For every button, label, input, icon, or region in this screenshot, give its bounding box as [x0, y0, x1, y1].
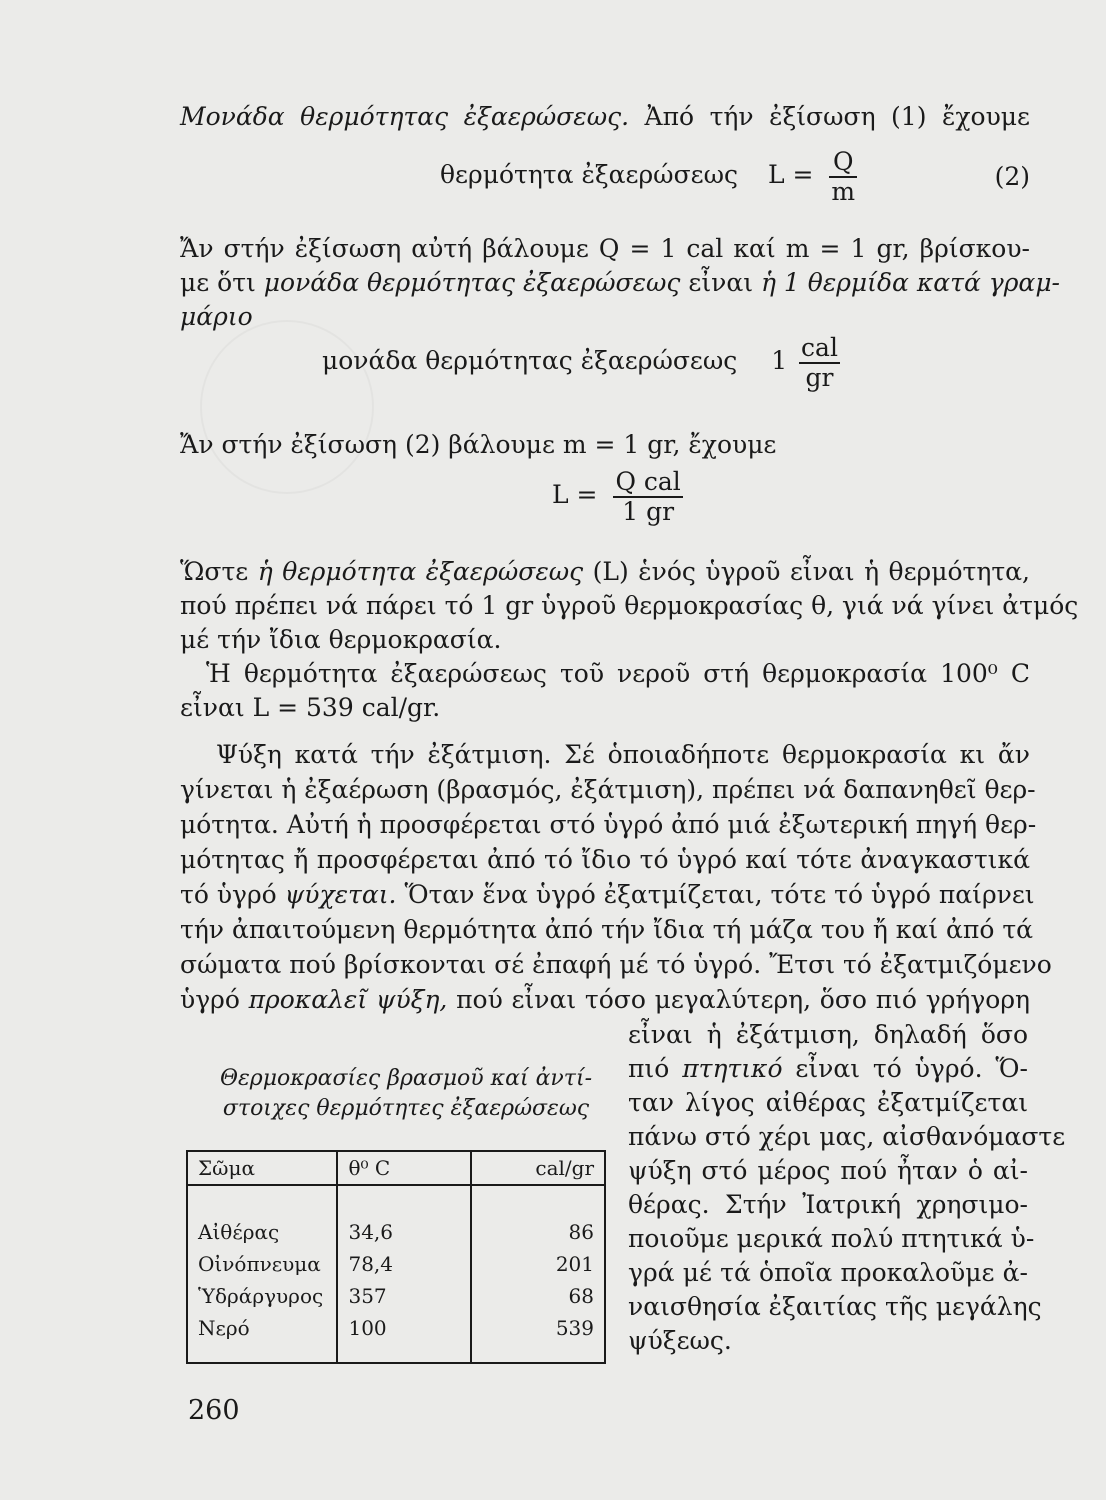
latent-heat-equation: [552, 468, 683, 525]
text-line: [180, 878, 1035, 912]
text-span: εἶναι τό ὑγρό. Ὅ-: [795, 1054, 1028, 1083]
text-span: ὑγρό: [180, 985, 240, 1014]
text-line: Ψύξη κατά τήν ἐξάτμιση. Σέ ὁποιαδήποτε θερμοκρασία κι ἄν: [216, 740, 1030, 769]
text-line: ναισθησία ἐξαιτίας τῆς μεγάλης: [628, 1292, 1042, 1321]
table-row: [187, 1216, 605, 1248]
text-span: Ἀπό τήν ἐξίσωση (1) ἔχουμε: [644, 102, 1030, 131]
text-span: με ὅτι: [180, 268, 256, 297]
italic-span: προκαλεῖ ψύξη,: [248, 985, 448, 1014]
equation-label: θερμότητα ἐξαερώσεως: [440, 160, 738, 189]
table-cell: 100: [337, 1312, 471, 1363]
table-cell: 357: [337, 1280, 471, 1312]
text-line: πού πρέπει νά πάρει τό 1 gr ὑγροῦ θερμοκρασίας θ, γιά νά γίνει ἀτμός: [180, 591, 1079, 620]
text-span: τό ὑγρό: [180, 880, 277, 909]
fraction: [799, 334, 840, 391]
coefficient: 1: [771, 346, 788, 375]
text-line: πάνω στό χέρι μας, αἰσθανόμαστε: [628, 1122, 1066, 1151]
table-cell: 201: [471, 1248, 605, 1280]
table-cell: 34,6: [337, 1216, 471, 1248]
column-header: θ⁰ C: [337, 1151, 471, 1185]
column-header: Σῶμα: [187, 1151, 337, 1185]
equation-2: [440, 148, 1030, 205]
italic-span: μονάδα θερμότητας ἐξαερώσεως: [263, 268, 681, 297]
table-cell: Οἰνόπνευμα: [187, 1248, 337, 1280]
table-header-row: [187, 1151, 605, 1185]
paragraph-unit-heading-line: [180, 100, 1030, 134]
fraction: [613, 468, 682, 525]
table-cell: 68: [471, 1280, 605, 1312]
text-line: γίνεται ἡ ἐξαέρωση (βρασμός, ἐξάτμιση), πρέπει νά δαπανηθεῖ θερ-: [180, 775, 1036, 804]
numerator: cal: [801, 333, 838, 362]
numerator: Q: [833, 147, 854, 176]
text-span: (L) ἑνός ὑγροῦ εἶναι ἡ θερμότητα,: [592, 557, 1030, 586]
table-spacer: [187, 1185, 605, 1216]
table-cell: Αἰθέρας: [187, 1216, 337, 1248]
caption-line: στοιχες θερμότητες ἐξαερώσεως: [222, 1096, 590, 1121]
text-line: γρά μέ τά ὁποῖα προκαλοῦμε ἀ-: [628, 1258, 1028, 1287]
column-header: cal/gr: [471, 1151, 605, 1185]
text-line: ψύξη στό μέρος πού ἦταν ὁ αἰ-: [628, 1156, 1028, 1185]
table-cell: Ὑδράργυρος: [187, 1280, 337, 1312]
table-cell: 539: [471, 1312, 605, 1363]
text-line: Ἄν στήν ἐξίσωση αὐτή βάλουμε Q = 1 cal καί m = 1 gr, βρίσκου-: [180, 234, 1030, 263]
text-span: Ὅταν ἕνα ὑγρό ἐξατμίζεται, τότε τό ὑγρό παίρνει: [404, 880, 1035, 909]
numerator: Q cal: [615, 467, 681, 496]
section-heading: Μονάδα θερμότητας ἐξαερώσεως.: [180, 102, 630, 131]
table-cell: 86: [471, 1216, 605, 1248]
text-line: μότητα. Αὐτή ἡ προσφέρεται στό ὑγρό ἀπό μιά ἐξωτερική πηγή θερ-: [180, 810, 1037, 839]
italic-span: ψύχεται.: [284, 880, 397, 909]
equation-lhs: L =: [767, 160, 814, 189]
italic-span: πτητικό: [682, 1054, 783, 1083]
text-line: ψύξεως.: [628, 1326, 732, 1355]
text-line: [180, 266, 1061, 300]
caption-line: Θερμοκρασίες βρασμοῦ καί ἀντί-: [219, 1066, 593, 1091]
table-row: [187, 1312, 605, 1363]
text-span: εἶναι: [688, 268, 754, 297]
denominator: 1 gr: [613, 496, 682, 526]
table-cell: 78,4: [337, 1248, 471, 1280]
unit-equation: [322, 334, 840, 391]
text-line: τήν ἀπαιτούμενη θερμότητα ἀπό τήν ἴδια τή μάζα του ἤ καί ἀπό τά: [180, 915, 1034, 944]
text-line: εἶναι ἡ ἐξάτμιση, δηλαδή ὅσο: [628, 1020, 1028, 1049]
denominator: gr: [799, 362, 840, 392]
table-row: [187, 1280, 605, 1312]
text-line: Ἡ θερμότητα ἐξαερώσεως τοῦ νεροῦ στή θερμοκρασία 100⁰ C: [206, 659, 1030, 688]
text-line: [180, 555, 1030, 589]
italic-span: ἡ θερμότητα ἐξαερώσεως: [257, 557, 584, 586]
text-line: ταν λίγος αἰθέρας ἐξατμίζεται: [628, 1088, 1028, 1117]
table-row: [187, 1248, 605, 1280]
text-line: [180, 983, 1030, 1017]
right-column-text: [628, 1018, 1066, 1358]
text-line: θέρας. Στήν Ἰατρική χρησιμο-: [628, 1190, 1028, 1219]
table-caption: [196, 1064, 616, 1124]
text-line: Ἄν στήν ἐξίσωση (2) βάλουμε m = 1 gr, ἔχουμε: [180, 430, 777, 459]
text-span: πιό: [628, 1054, 670, 1083]
text-line: [628, 1052, 1028, 1086]
denominator: m: [831, 176, 856, 206]
text-line: μότητας ἤ προσφέρεται ἀπό τό ἴδιο τό ὑγρό καί τότε ἀναγκαστικά: [180, 845, 1030, 874]
fraction: [829, 148, 857, 205]
text-span: πού εἶναι τόσο μεγαλύτερη, ὅσο πιό γρήγορη: [456, 985, 1030, 1014]
boiling-point-table: [186, 1150, 606, 1364]
text-line: μέ τήν ἴδια θερμοκρασία.: [180, 625, 502, 654]
italic-span: ἡ 1 θερμίδα κατά γραμ-: [760, 268, 1061, 297]
table-cell: Νερό: [187, 1312, 337, 1363]
text-line: ποιοῦμε μερικά πολύ πτητικά ὑ-: [628, 1224, 1035, 1253]
equation-tag: (2): [994, 162, 1030, 191]
text-line: σώματα πού βρίσκονται σέ ἐπαφή μέ τό ὑγρό. Ἔτσι τό ἐξατμιζόμενο: [180, 950, 1052, 979]
text-span: Ὥστε: [180, 557, 249, 586]
page-number: 260: [188, 1395, 240, 1426]
text-line: εἶναι L = 539 cal/gr.: [180, 693, 441, 722]
equation-lhs: L =: [552, 480, 598, 509]
equation-label: μονάδα θερμότητας ἐξαερώσεως: [322, 346, 738, 375]
text-line: μάριο: [180, 302, 253, 331]
